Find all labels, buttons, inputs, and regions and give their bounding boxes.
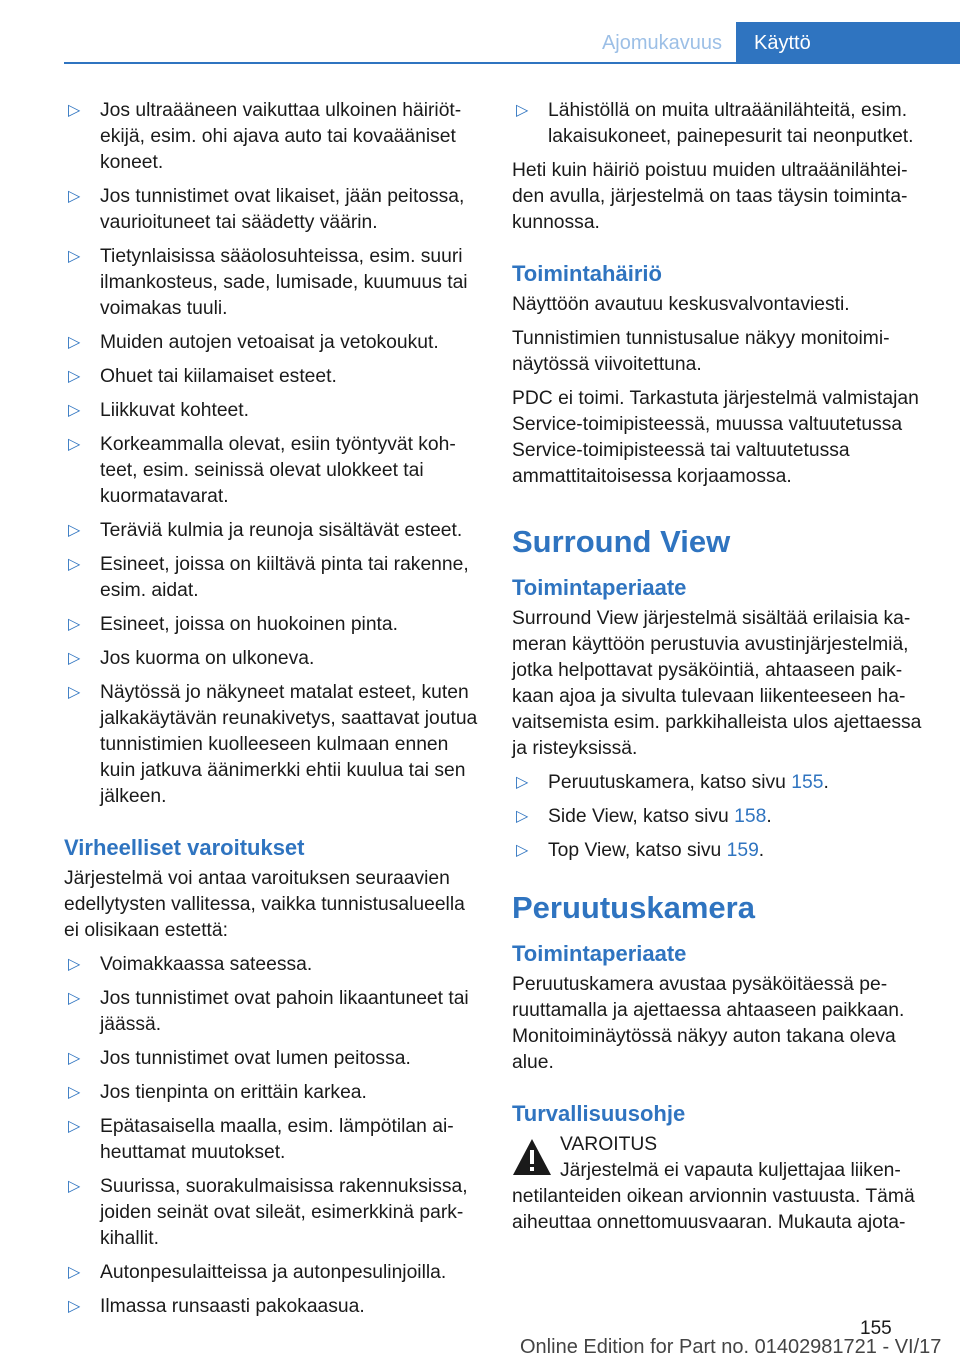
list-item: ▷ Teräviä kulmia ja reunoja sisältävät esteet.: [64, 518, 484, 544]
list-item: ▷ Epätasaisella maalla, esim. lämpötilan aiheuttamat muutokset.: [68, 1116, 454, 1163]
triangle-bullet-icon: ▷: [68, 1298, 81, 1315]
header-rule: [64, 62, 960, 64]
warning-text: Järjestelmä ei vapauta kuljettajaa liikennetilanteiden oikean arvionnin vastuusta. Tämä aiheuttaa onnettomuusvaaran. Mukauta ajota-: [512, 1160, 915, 1233]
edition-footer: Online Edition for Part no. 01402981721 - VI/17: [520, 1336, 942, 1358]
list-item: ▷ Esineet, joissa on kiiltävä pinta tai rakenne, esim. aidat.: [68, 554, 469, 601]
list-item: ▷ Jos tunnistimet ovat likaiset, jään peitossa, vaurioituneet tai säädetty väärin.: [68, 186, 465, 233]
triangle-bullet-icon: ▷: [516, 842, 529, 859]
list-item: ▷ Liikkuvat kohteet.: [64, 398, 484, 424]
heading-rear-camera: Peruutuskamera: [512, 890, 755, 925]
warning-box: [512, 1132, 932, 1158]
list-item: ▷ Side View, katso sivu 158.: [512, 804, 932, 830]
heading-false-warnings: Virheelliset varoitukset: [64, 835, 305, 860]
triangle-bullet-icon: ▷: [68, 368, 81, 385]
triangle-bullet-icon: ▷: [516, 774, 529, 791]
triangle-bullet-icon: ▷: [68, 556, 81, 573]
triangle-bullet-icon: ▷: [68, 1264, 81, 1281]
heading-malfunction: Toimintahäiriö: [512, 261, 662, 286]
triangle-bullet-icon: ▷: [68, 436, 81, 453]
heading-operating-principle: Toimintaperiaate: [512, 575, 687, 600]
false-warnings-list: [64, 952, 484, 1320]
triangle-bullet-icon: ▷: [68, 402, 81, 419]
tab-kaytto[interactable]: Käyttö: [736, 22, 960, 62]
list-item: ▷ Jos ultraääneen vaikuttaa ulkoinen häiriötekijä, esim. ohi ajava auto tai kovaääniset koneet.: [68, 100, 462, 173]
malfunction-p2: Tunnistimien tunnistusalue näkyy monitoiminäytössä viivoitettuna.: [512, 328, 890, 375]
list-item: ▷ Peruutuskamera, katso sivu 155.: [512, 770, 932, 796]
list-item: ▷ Ilmassa runsaasti pakokaasua.: [64, 1294, 484, 1320]
page-link-158[interactable]: 158: [734, 806, 767, 827]
rear-camera-paragraph: Peruutuskamera avustaa pysäköitäessä peruuttamalla ja ajettaessa ahtaaseen paikkaan. Monitoiminäytössä näkyy auton takana oleva alue.: [512, 974, 905, 1073]
tab-ajomukavuus[interactable]: Ajomukavuus: [601, 32, 722, 54]
list-item: ▷ Ohuet tai kiilamaiset esteet.: [64, 364, 484, 390]
warning-triangle-icon: [512, 1138, 552, 1176]
triangle-bullet-icon: ▷: [68, 1118, 81, 1135]
triangle-bullet-icon: ▷: [516, 808, 529, 825]
surround-view-paragraph: Surround View järjestelmä sisältää erilaisia kameran käyttöön perustuvia avustinjärjestelmiä, jotka helpottavat pysäköintiä, ahtaaseen paikkaan ajoa ja sivulta tulevaan liikenteeseen havaitsemista esim. parkkihalleista ulos ajettaessa ja risteyksissä.: [512, 608, 922, 759]
left-column: [64, 98, 484, 1328]
list-item: ▷ Jos tunnistimet ovat pahoin likaantuneet tai jäässä.: [68, 988, 469, 1035]
malfunction-p1: Näyttöön avautuu keskusvalvontaviesti.: [512, 294, 850, 315]
right-column: [512, 98, 932, 1244]
recovery-paragraph: Heti kuin häiriö poistuu muiden ultraäänilähteiden avulla, järjestelmä on taas täysin toimintakunnossa.: [512, 160, 908, 233]
list-item: ▷ Tietynlaisissa sääolosuhteissa, esim. suuri ilmankosteus, sade, lumisade, kuumuus tai voimakas tuuli.: [68, 246, 468, 319]
triangle-bullet-icon: ▷: [68, 102, 81, 119]
triangle-bullet-icon: ▷: [68, 334, 81, 351]
triangle-bullet-icon: ▷: [516, 102, 529, 119]
triangle-bullet-icon: ▷: [68, 684, 81, 701]
heading-surround-view: Surround View: [512, 524, 731, 559]
triangle-bullet-icon: ▷: [68, 188, 81, 205]
ultrasound-list: [512, 98, 932, 150]
list-item: ▷ Suurissa, suorakulmaisissa rakennuksissa, joiden seinät ovat sileät, esimerkkinä parkkihallit.: [68, 1176, 468, 1249]
false-warnings-intro: Järjestelmä voi antaa varoituksen seuraavien edellytysten vallitessa, vaikka tunnistusalueella ei olisikaan estettä:: [64, 868, 465, 941]
malfunction-p3: PDC ei toimi. Tarkastuta järjestelmä valmistajan Service-toimipisteessä, muussa valtuutetussa Service-toimipisteessä tai valtuutetussa ammattitaitoisessa korjaamossa.: [512, 388, 919, 487]
list-item: ▷ Korkeammalla olevat, esiin työntyvät kohteet, esim. seinissä olevat ulokkeet tai kuormatavarat.: [68, 434, 456, 507]
page-number: 155: [860, 1318, 892, 1339]
triangle-bullet-icon: ▷: [68, 990, 81, 1007]
page-link-155[interactable]: 155: [791, 772, 824, 793]
list-item: ▷ Top View, katso sivu 159.: [512, 838, 932, 864]
triangle-bullet-icon: ▷: [68, 956, 81, 973]
triangle-bullet-icon: ▷: [68, 1084, 81, 1101]
list-item: ▷ Autonpesulaitteissa ja autonpesulinjoilla.: [64, 1260, 484, 1286]
page-link-159[interactable]: 159: [726, 840, 759, 861]
warning-label: VAROITUS: [560, 1134, 658, 1155]
list-item: ▷ Näytössä jo näkyneet matalat esteet, kuten jalkakäytävän reunakivetys, saattavat joutua tunnistimien kuolleeseen kulmaan ennen kuin jatkuva äänimerkki ehtii kuulua tai sen jälkeen.: [68, 682, 478, 807]
list-item: ▷ Voimakkaassa sateessa.: [64, 952, 484, 978]
triangle-bullet-icon: ▷: [68, 1178, 81, 1195]
heading-safety: Turvallisuusohje: [512, 1101, 686, 1126]
triangle-bullet-icon: ▷: [68, 522, 81, 539]
list-item: ▷ Jos kuorma on ulkoneva.: [64, 646, 484, 672]
list-item: ▷ Esineet, joissa on huokoinen pinta.: [64, 612, 484, 638]
surround-links-list: [512, 770, 932, 864]
list-item: ▷ Lähistöllä on muita ultraäänilähteitä, esim. lakaisukoneet, painepesurit tai neonputket.: [516, 100, 914, 147]
limits-list: [64, 98, 484, 810]
triangle-bullet-icon: ▷: [68, 616, 81, 633]
list-item: ▷ Muiden autojen vetoaisat ja vetokoukut.: [64, 330, 484, 356]
list-item: ▷ Jos tienpinta on erittäin karkea.: [64, 1080, 484, 1106]
triangle-bullet-icon: ▷: [68, 650, 81, 667]
list-item: ▷ Jos tunnistimet ovat lumen peitossa.: [64, 1046, 484, 1072]
heading-operating-principle-2: Toimintaperiaate: [512, 941, 687, 966]
triangle-bullet-icon: ▷: [68, 248, 81, 265]
triangle-bullet-icon: ▷: [68, 1050, 81, 1067]
